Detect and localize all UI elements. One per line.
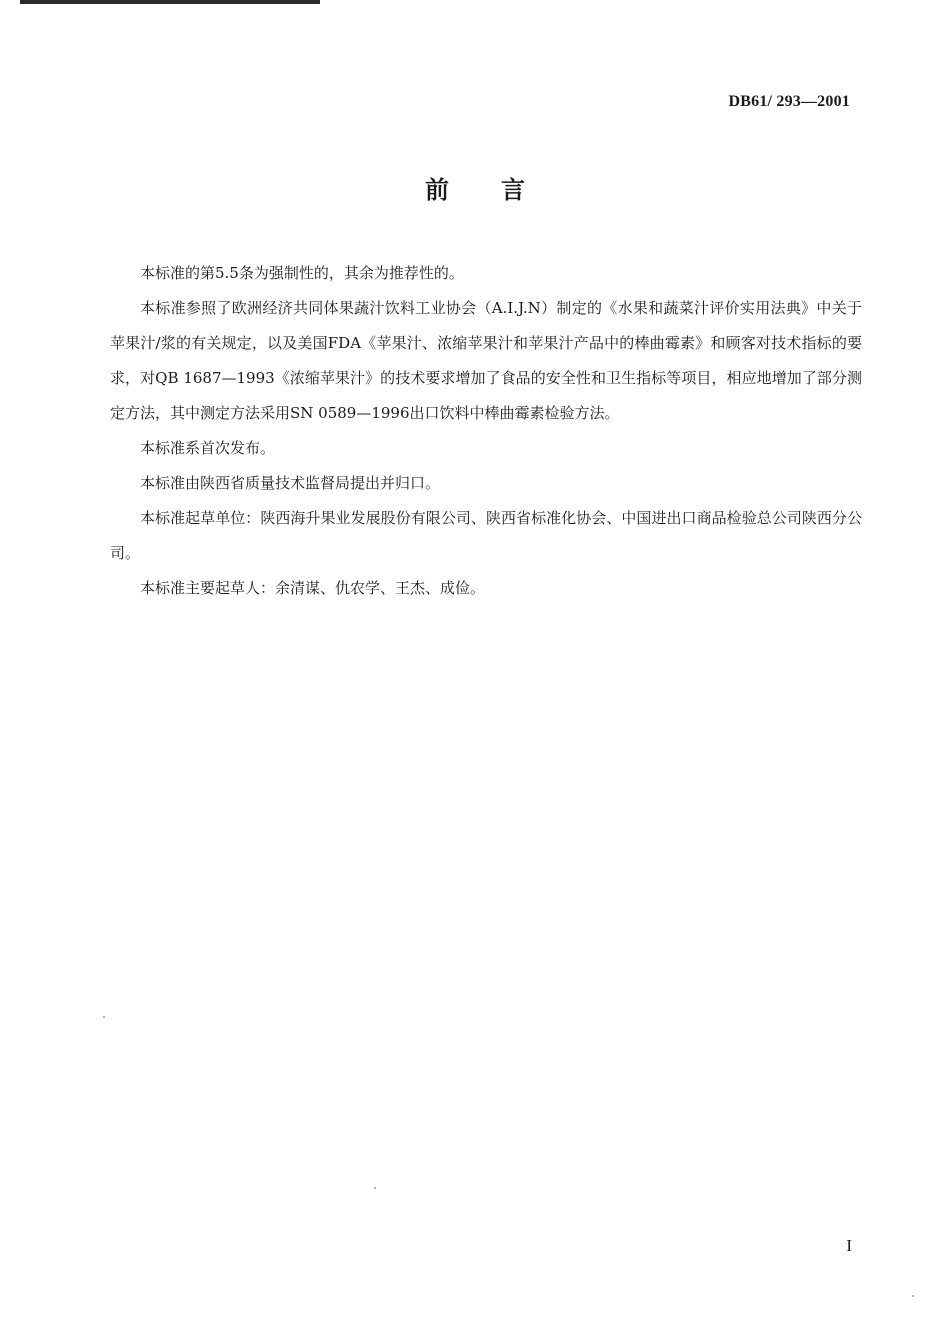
paragraph-references: 本标准参照了欧洲经济共同体果蔬汁饮料工业协会（A.I.J.N）制定的《水果和蔬菜汁评价实用法典》中关于苹果汁/浆的有关规定，以及美国FDA《苹果汁、浓缩苹果汁和苹果汁产品中的棒曲霉素》和顾客对技术指标的要求，对QB 1687—1993《浓缩苹果汁》的技术要求增加了食品的安全性和卫生指标等项目，相应地增加了部分测定方法，其中测定方法采用SN 0589—1996出口饮料中棒曲霉素检验方法。: [110, 299, 862, 422]
top-scan-rule: [20, 0, 320, 4]
preface-body: [110, 256, 862, 606]
document-code: DB61/ 293—2001: [728, 93, 850, 110]
paragraph-proposer: 本标准由陕西省质量技术监督局提出并归口。: [140, 474, 441, 492]
paragraph-drafting-units: 本标准起草单位：陕西海升果业发展股份有限公司、陕西省标准化协会、中国进出口商品检验总公司陕西分公司。: [110, 509, 862, 562]
scan-speck: [103, 1016, 105, 1018]
paragraph-drafters: 本标准主要起草人：余清谋、仇农学、王杰、成俭。: [140, 579, 486, 597]
page-title: 前言: [425, 176, 577, 204]
scan-speck: [374, 1187, 376, 1189]
scan-speck: [912, 1295, 914, 1297]
paragraph-mandatory-clause: 本标准的第5.5条为强制性的，其余为推荐性的。: [140, 264, 464, 282]
page-number: I: [846, 1236, 852, 1255]
paragraph-first-release: 本标准系首次发布。: [140, 439, 276, 457]
